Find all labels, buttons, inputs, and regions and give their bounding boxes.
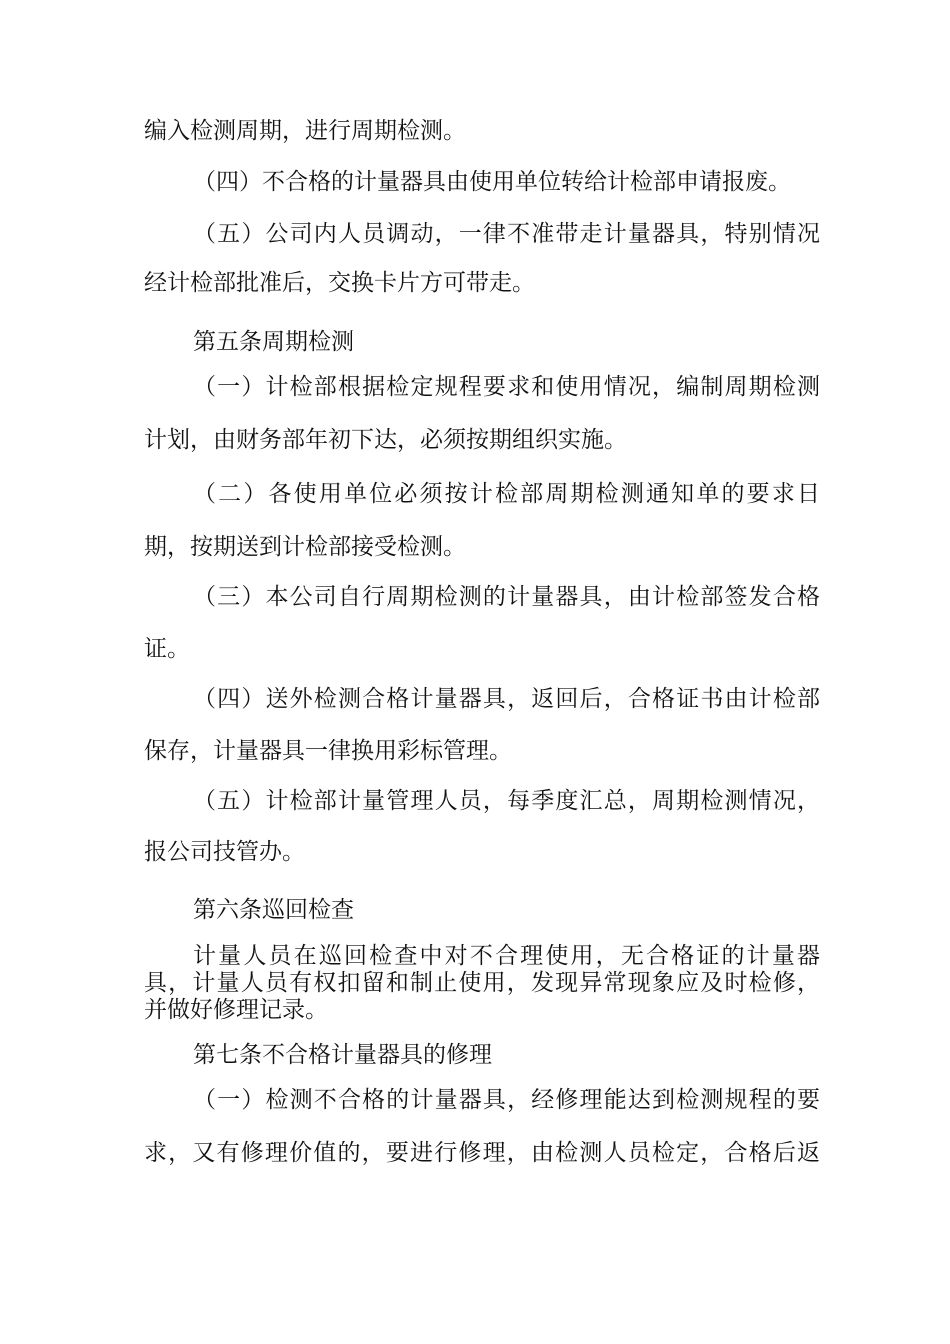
para-line: 求，又有修理价值的，要进行修理，由检测人员检定，合格后返	[144, 1140, 820, 1166]
para-line: 报公司技管办。	[144, 839, 305, 865]
para-line: 经计检部批准后，交换卡片方可带走。	[144, 270, 535, 296]
para-line: （五）计检部计量管理人员，每季度汇总，周期检测情况，	[193, 788, 820, 814]
para-line: 计量人员在巡回检查中对不合理使用，无合格证的计量器	[193, 943, 820, 969]
section-heading: 第七条不合格计量器具的修理	[193, 1042, 492, 1068]
para-line: （三）本公司自行周期检测的计量器具，由计检部签发合格	[193, 584, 820, 610]
para-line: 具，计量人员有权扣留和制止使用，发现异常现象应及时检修，	[144, 970, 820, 996]
para-line: （一）检测不合格的计量器具，经修理能达到检测规程的要	[193, 1087, 820, 1113]
para-line: 计划，由财务部年初下达，必须按期组织实施。	[144, 427, 627, 453]
para-line: 编入检测周期，进行周期检测。	[144, 118, 466, 144]
para-line: （四）送外检测合格计量器具，返回后，合格证书由计检部	[193, 686, 820, 712]
para-line: 并做好修理记录。	[144, 997, 328, 1023]
para-line: （一）计检部根据检定规程要求和使用情况，编制周期检测	[193, 374, 820, 400]
para-line: 证。	[144, 636, 190, 662]
para-line: （五）公司内人员调动，一律不准带走计量器具，特别情况	[193, 221, 820, 247]
para-line: （二）各使用单位必须按计检部周期检测通知单的要求日	[193, 481, 820, 507]
para-line: 保存，计量器具一律换用彩标管理。	[144, 738, 512, 764]
section-heading: 第五条周期检测	[193, 329, 354, 355]
para-line: （四）不合格的计量器具由使用单位转给计检部申请报废。	[193, 169, 791, 195]
section-heading: 第六条巡回检查	[193, 897, 354, 923]
para-line: 期，按期送到计检部接受检测。	[144, 534, 466, 560]
